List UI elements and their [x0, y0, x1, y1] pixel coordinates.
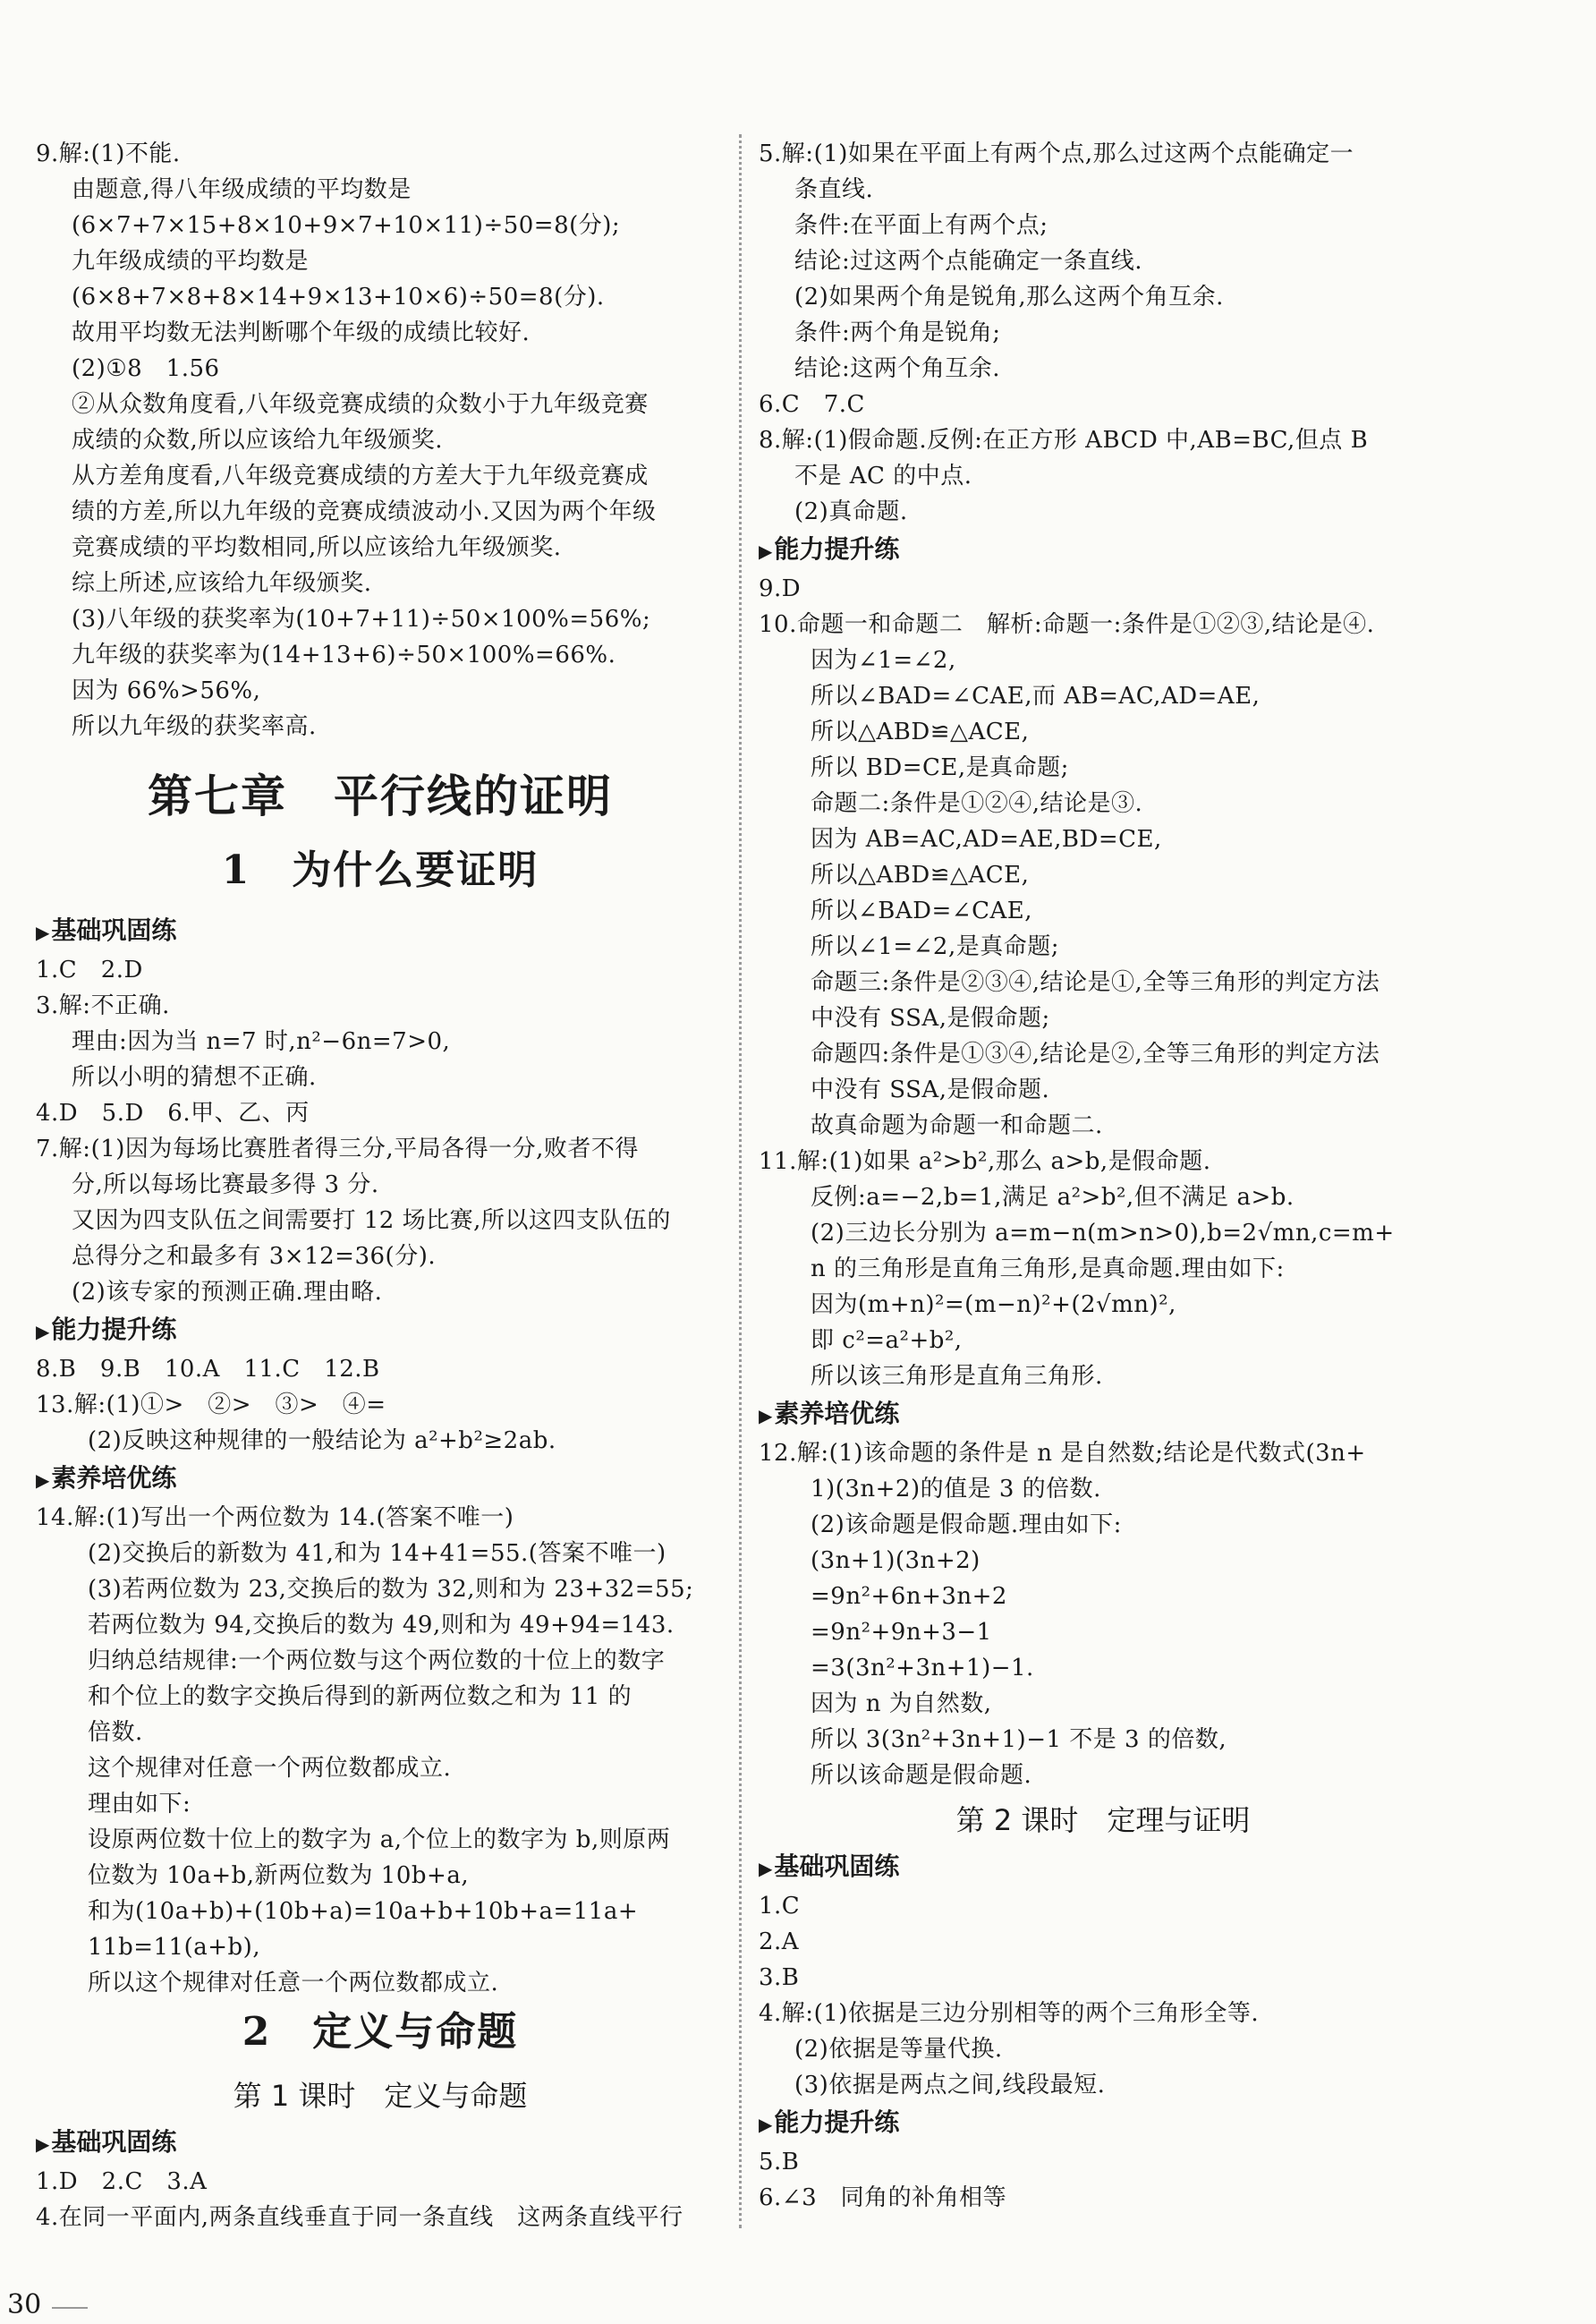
answer-line: 所以∠BAD=∠CAE,	[811, 898, 1032, 924]
answer-line: 理由:因为当 n=7 时,n²−6n=7>0,	[72, 1028, 451, 1055]
answer-line: 归纳总结规律:一个两位数与这个两位数的十位上的数字	[88, 1647, 666, 1674]
answer-line: =9n²+9n+3−1	[811, 1619, 992, 1646]
answer-line: 结论:这两个角互余.	[794, 355, 1001, 382]
exercise-section-header	[36, 2123, 725, 2164]
answer-line: 九年级成绩的平均数是	[72, 248, 310, 275]
play-triangle-icon: ▶	[36, 922, 50, 943]
exercise-section-label: 素养培优练	[774, 1399, 900, 1428]
answer-line: 竞赛成绩的平均数相同,所以应该给九年级颁奖.	[72, 534, 562, 561]
answer-line: 若两位数为 94,交换后的数为 49,则和为 49+94=143.	[88, 1612, 675, 1639]
answer-line: 中没有 SSA,是假命题.	[811, 1077, 1050, 1103]
answer-line: 5.解:(1)如果在平面上有两个点,那么过这两个点能确定一	[759, 140, 1354, 167]
answer-line: 所以 3(3n²+3n+1)−1 不是 3 的倍数,	[811, 1726, 1227, 1753]
answer-line: 因为(m+n)²=(m−n)²+(2√mn)²,	[811, 1291, 1176, 1318]
section-title: 2 定义与命题	[242, 2009, 519, 2055]
answer-line: (2)该专家的预测正确.理由略.	[72, 1279, 383, 1306]
answer-line: (3)若两位数为 23,交换后的数为 32,则和为 23+32=55;	[88, 1576, 694, 1603]
answer-line: 9.D	[759, 575, 802, 602]
answer-line: =3(3n²+3n+1)−1.	[811, 1655, 1034, 1681]
answer-line: 条件:两个角是锐角;	[794, 319, 1001, 346]
answer-line: 13.解:(1)①> ②> ③> ④=	[36, 1392, 386, 1418]
exercise-section-header	[759, 1847, 1447, 1888]
play-triangle-icon: ▶	[759, 2114, 773, 2135]
exercise-section-label: 基础巩固练	[51, 915, 177, 945]
answer-line: 中没有 SSA,是假命题;	[811, 1005, 1050, 1032]
answer-line: =9n²+6n+3n+2	[811, 1583, 1007, 1610]
answer-line: (3)依据是两点之间,线段最短.	[794, 2072, 1106, 2098]
answer-line: 所以九年级的获奖率高.	[72, 713, 317, 740]
exercise-section-label: 基础巩固练	[774, 1852, 900, 1881]
exercise-section-header	[759, 530, 1447, 571]
answer-line: 14.解:(1)写出一个两位数为 14.(答案不唯一)	[36, 1504, 514, 1531]
answer-line: 成绩的众数,所以应该给九年级颁奖.	[72, 427, 444, 454]
answer-line: 命题二:条件是①②④,结论是③.	[811, 790, 1143, 817]
page-number-rule	[52, 2307, 88, 2309]
answer-line: 因为 n 为自然数,	[811, 1690, 992, 1717]
answer-line: 九年级的获奖率为(14+13+6)÷50×100%=66%.	[72, 642, 616, 668]
answer-line: (2)真命题.	[794, 498, 908, 525]
lesson-title: 第 2 课时 定理与证明	[955, 1803, 1251, 1837]
answer-line: 4.在同一平面内,两条直线垂直于同一条直线 这两条直线平行	[36, 2204, 683, 2231]
answer-line: 2.A	[759, 1928, 800, 1955]
answer-line: 8.B 9.B 10.A 11.C 12.B	[36, 1356, 380, 1383]
answer-line: 因为 AB=AC,AD=AE,BD=CE,	[811, 826, 1162, 853]
answer-line: 从方差角度看,八年级竞赛成绩的方差大于九年级竞赛成	[72, 463, 649, 489]
answer-line: 理由如下:	[88, 1791, 191, 1817]
answer-line: (6×7+7×15+8×10+9×7+10×11)÷50=8(分);	[72, 212, 621, 239]
right-column	[759, 136, 1447, 2216]
chapter-title: 第七章 平行线的证明	[148, 770, 613, 822]
answer-line: 位数为 10a+b,新两位数为 10b+a,	[88, 1862, 470, 1889]
answer-line: (2)该命题是假命题.理由如下:	[811, 1511, 1122, 1538]
answer-line: 命题三:条件是②③④,结论是①,全等三角形的判定方法	[811, 969, 1380, 996]
exercise-section-label: 能力提升练	[51, 1315, 177, 1344]
answer-line: 5.B	[759, 2149, 800, 2175]
answer-line: 结论:过这两个点能确定一条直线.	[794, 248, 1143, 275]
answer-line: 所以△ABD≌△ACE,	[811, 862, 1030, 889]
exercise-section-header	[36, 911, 725, 952]
exercise-section-header	[759, 1394, 1447, 1435]
answer-line: 条件:在平面上有两个点;	[794, 212, 1048, 239]
answer-line: 1.D 2.C 3.A	[36, 2168, 208, 2195]
answer-line: 8.解:(1)假命题.反例:在正方形 ABCD 中,AB=BC,但点 B	[759, 427, 1369, 454]
answer-line: 3.解:不正确.	[36, 992, 170, 1019]
answer-line: 1.C	[759, 1893, 801, 1920]
answer-line: 所以△ABD≌△ACE,	[811, 719, 1030, 745]
answer-line: 不是 AC 的中点.	[794, 463, 972, 489]
answer-line: 11b=11(a+b),	[88, 1934, 261, 1961]
answer-line: 故用平均数无法判断哪个年级的成绩比较好.	[72, 319, 531, 346]
left-column	[36, 136, 725, 2235]
answer-line: 所以 BD=CE,是真命题;	[811, 754, 1069, 781]
lesson-title: 第 1 课时 定义与命题	[233, 2079, 528, 2113]
answer-line: 所以该命题是假命题.	[811, 1762, 1032, 1789]
answer-line: 因为∠1=∠2,	[811, 647, 956, 674]
answer-line: 所以小明的猜想不正确.	[72, 1064, 317, 1091]
answer-line: 反例:a=−2,b=1,满足 a²>b²,但不满足 a>b.	[811, 1184, 1295, 1211]
answer-line: (2)如果两个角是锐角,那么这两个角互余.	[794, 284, 1224, 311]
exercise-section-header	[36, 1459, 725, 1500]
section-title: 1 为什么要证明	[221, 847, 539, 893]
exercise-section-header	[759, 2103, 1447, 2144]
answer-line: ②从众数角度看,八年级竞赛成绩的众数小于九年级竞赛	[72, 391, 649, 418]
answer-line: 这个规律对任意一个两位数都成立.	[88, 1755, 452, 1782]
answer-line: 9.解:(1)不能.	[36, 140, 181, 167]
answer-line: n 的三角形是直角三角形,是真命题.理由如下:	[811, 1256, 1285, 1282]
answer-line: 分,所以每场比赛最多得 3 分.	[72, 1171, 379, 1198]
answer-line: 7.解:(1)因为每场比赛胜者得三分,平局各得一分,败者不得	[36, 1136, 639, 1162]
answer-line: (2)三边长分别为 a=m−n(m>n>0),b=2√mn,c=m+	[811, 1220, 1395, 1247]
play-triangle-icon: ▶	[36, 2133, 50, 2155]
answer-line: 总得分之和最多有 3×12=36(分).	[72, 1243, 437, 1270]
answer-line: 10.命题一和命题二 解析:命题一:条件是①②③,结论是④.	[759, 611, 1375, 638]
answer-line: 4.D 5.D 6.甲、乙、丙	[36, 1100, 310, 1127]
answer-line: 3.B	[759, 1964, 800, 1991]
answer-line: 所以∠BAD=∠CAE,而 AB=AC,AD=AE,	[811, 683, 1261, 710]
answer-line: (2)①8 1.56	[72, 355, 220, 382]
answer-line: 和为(10a+b)+(10b+a)=10a+b+10b+a=11a+	[88, 1898, 639, 1925]
answer-line: 又因为四支队伍之间需要打 12 场比赛,所以这四支队伍的	[72, 1207, 671, 1234]
answer-line: 综上所述,应该给九年级颁奖.	[72, 570, 372, 597]
answer-line: 倍数.	[88, 1719, 143, 1746]
answer-line: 所以该三角形是直角三角形.	[811, 1363, 1103, 1390]
answer-line: 12.解:(1)该命题的条件是 n 是自然数;结论是代数式(3n+	[759, 1440, 1366, 1467]
column-divider	[739, 134, 742, 2228]
answer-line: 和个位上的数字交换后得到的新两位数之和为 11 的	[88, 1683, 632, 1710]
answer-line: 1.C 2.D	[36, 957, 143, 983]
answer-line: 1)(3n+2)的值是 3 的倍数.	[811, 1476, 1101, 1503]
answer-line: (2)交换后的新数为 41,和为 14+41=55.(答案不唯一)	[88, 1540, 666, 1567]
play-triangle-icon: ▶	[759, 1405, 773, 1426]
answer-line: 故真命题为命题一和命题二.	[811, 1112, 1103, 1139]
answer-line: 绩的方差,所以九年级的竞赛成绩波动小.又因为两个年级	[72, 498, 657, 525]
answer-line: 6.∠3 同角的补角相等	[759, 2184, 1007, 2211]
play-triangle-icon: ▶	[759, 541, 773, 562]
answer-line: 4.解:(1)依据是三边分别相等的两个三角形全等.	[759, 2000, 1260, 2027]
exercise-section-label: 基础巩固练	[51, 2127, 177, 2157]
answer-line: 条直线.	[794, 176, 874, 203]
answer-line: 命题四:条件是①③④,结论是②,全等三角形的判定方法	[811, 1041, 1380, 1068]
play-triangle-icon: ▶	[36, 1321, 50, 1342]
answer-line: 11.解:(1)如果 a²>b²,那么 a>b,是假命题.	[759, 1148, 1211, 1175]
play-triangle-icon: ▶	[759, 1858, 773, 1879]
answer-line: 由题意,得八年级成绩的平均数是	[72, 176, 412, 203]
exercise-section-label: 能力提升练	[774, 534, 900, 564]
answer-line: 因为 66%>56%,	[72, 677, 261, 704]
answer-line: (2)反映这种规律的一般结论为 a²+b²≥2ab.	[88, 1427, 556, 1454]
answer-line: 所以∠1=∠2,是真命题;	[811, 933, 1059, 960]
page-number: 30	[7, 2289, 42, 2320]
answer-line: 设原两位数十位上的数字为 a,个位上的数字为 b,则原两	[88, 1826, 671, 1853]
play-triangle-icon: ▶	[36, 1469, 50, 1491]
answer-line: (6×8+7×8+8×14+9×13+10×6)÷50=8(分).	[72, 284, 605, 311]
answer-line: 6.C 7.C	[759, 391, 865, 418]
exercise-section-label: 素养培优练	[51, 1463, 177, 1493]
answer-line: (2)依据是等量代换.	[794, 2036, 1003, 2063]
answer-line: (3)八年级的获奖率为(10+7+11)÷50×100%=56%;	[72, 606, 651, 633]
answer-line: 所以这个规律对任意一个两位数都成立.	[88, 1970, 499, 1996]
answer-line: (3n+1)(3n+2)	[811, 1547, 981, 1574]
exercise-section-label: 能力提升练	[774, 2107, 900, 2137]
exercise-section-header	[36, 1310, 725, 1351]
answer-line: 即 c²=a²+b²,	[811, 1327, 963, 1354]
